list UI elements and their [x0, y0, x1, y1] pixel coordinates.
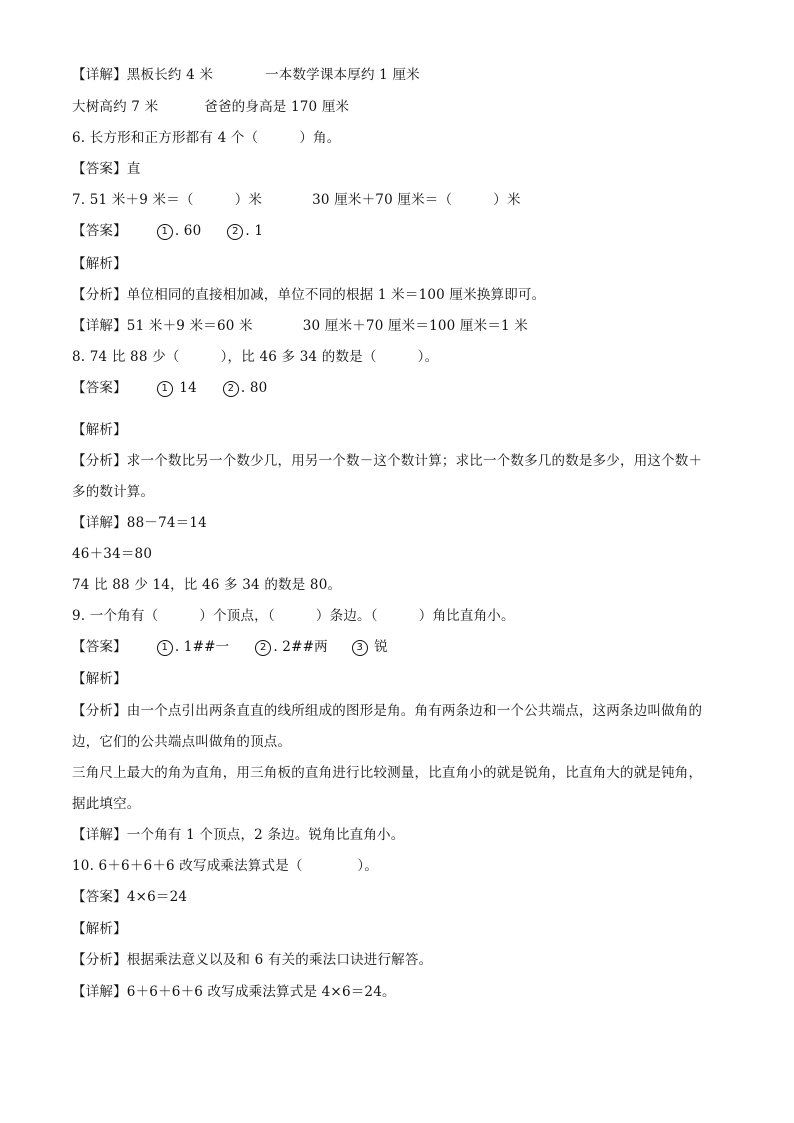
analysis-10: 【分析】根据乘法意义以及和 6 有关的乘法口诀进行解答。 [72, 952, 433, 968]
detail-tree: 大树高约 7 米 [72, 99, 159, 115]
detail-7-part-2: 30 厘米＋70 厘米＝100 厘米＝1 米 [302, 318, 529, 334]
detail-9: 【详解】一个角有 1 个顶点，2 条边。锐角比直角小。 [72, 827, 405, 843]
answer-tag: 【答案】 [72, 380, 127, 396]
circled-number-2: 2 [227, 224, 243, 240]
circled-number-1: 1 [157, 381, 173, 397]
answer-value-2: . 80 [240, 380, 268, 396]
analysis-8-line-1: 【分析】求一个数比另一个数少几，用另一个数－这个数计算；求比一个数多几的数是多少，用这个数＋ [72, 453, 703, 469]
detail-7-part-1: 【详解】51 米＋9 米＝60 米 [72, 318, 253, 334]
analysis-tag-9: 【解析】 [72, 671, 127, 687]
answer-6 [72, 160, 141, 178]
question-10: 10. 6＋6＋6＋6 改写成乘法算式是（ ）。 [72, 858, 379, 874]
answer-value-3: 锐 [369, 639, 389, 655]
detail-7 [72, 317, 528, 335]
analysis-tag-8: 【解析】 [72, 422, 127, 438]
answer-tag: 【答案】 [72, 223, 127, 239]
question-7-part-1: 7. 51 米＋9 米＝（ ）米 [72, 192, 263, 208]
question-8: 8. 74 比 88 少（ ），比 46 多 34 的数是（ ）。 [72, 349, 439, 365]
answer-value-1: 14 [174, 380, 197, 396]
detail-10: 【详解】6＋6＋6＋6 改写成乘法算式是 4×6＝24。 [72, 984, 396, 1000]
circled-number-1: 1 [157, 640, 173, 656]
answer-value-1: . 60 [174, 223, 202, 239]
circled-number-2: 2 [255, 640, 271, 656]
answer-value-2: . 1 [245, 223, 264, 239]
analysis-9-line-2: 边，它们的公共端点叫做角的顶点。 [72, 734, 292, 750]
detail-blackboard: 【详解】黑板长约 4 米 [72, 67, 214, 83]
answer-9 [72, 638, 388, 656]
analysis-9-line-4: 据此填空。 [72, 796, 141, 812]
detail-line-length [72, 66, 420, 84]
detail-8-line-1: 【详解】88－74＝14 [72, 515, 207, 531]
answer-10 [72, 888, 187, 906]
analysis-tag-7: 【解析】 [72, 256, 127, 272]
detail-8-line-2: 46＋34＝80 [72, 546, 153, 562]
detail-line-height [72, 98, 349, 116]
circled-number-3: 3 [352, 640, 368, 656]
detail-textbook: 一本数学课本厚约 1 厘米 [265, 67, 420, 83]
analysis-tag-10: 【解析】 [72, 921, 127, 937]
answer-tag: 【答案】 [72, 161, 127, 177]
question-7-part-2: 30 厘米＋70 厘米＝（ ）米 [312, 192, 521, 208]
question-6: 6. 长方形和正方形都有 4 个（ ）角。 [72, 130, 341, 146]
analysis-7: 【分析】单位相同的直接相加减，单位不同的根据 1 米＝100 厘米换算即可。 [72, 287, 546, 303]
answer-value: 直 [126, 161, 141, 177]
analysis-9-line-3: 三角尺上最大的角为直角，用三角板的直角进行比较测量，比直角小的就是锐角，比直角大的就是钝角， [72, 765, 703, 781]
answer-8 [72, 379, 267, 397]
answer-value: 4×6＝24 [126, 889, 188, 905]
answer-value-1: . 1##一 [174, 639, 230, 655]
answer-tag: 【答案】 [72, 889, 127, 905]
analysis-8-line-2: 多的数计算。 [72, 484, 155, 500]
answer-value-2: . 2##两 [273, 639, 328, 655]
detail-8-line-3: 74 比 88 少 14，比 46 多 34 的数是 80。 [72, 577, 342, 593]
answer-7 [72, 222, 263, 240]
question-9: 9. 一个角有（ ）个顶点，（ ）条边。（ ）角比直角小。 [72, 608, 515, 624]
answer-tag: 【答案】 [72, 639, 127, 655]
question-7 [72, 191, 521, 209]
detail-father: 爸爸的身高是 170 厘米 [204, 99, 350, 115]
circled-number-2: 2 [223, 381, 239, 397]
analysis-9-line-1: 【分析】由一个点引出两条直直的线所组成的图形是角。角有两条边和一个公共端点，这两条边叫做角的 [72, 703, 703, 719]
circled-number-1: 1 [157, 224, 173, 240]
